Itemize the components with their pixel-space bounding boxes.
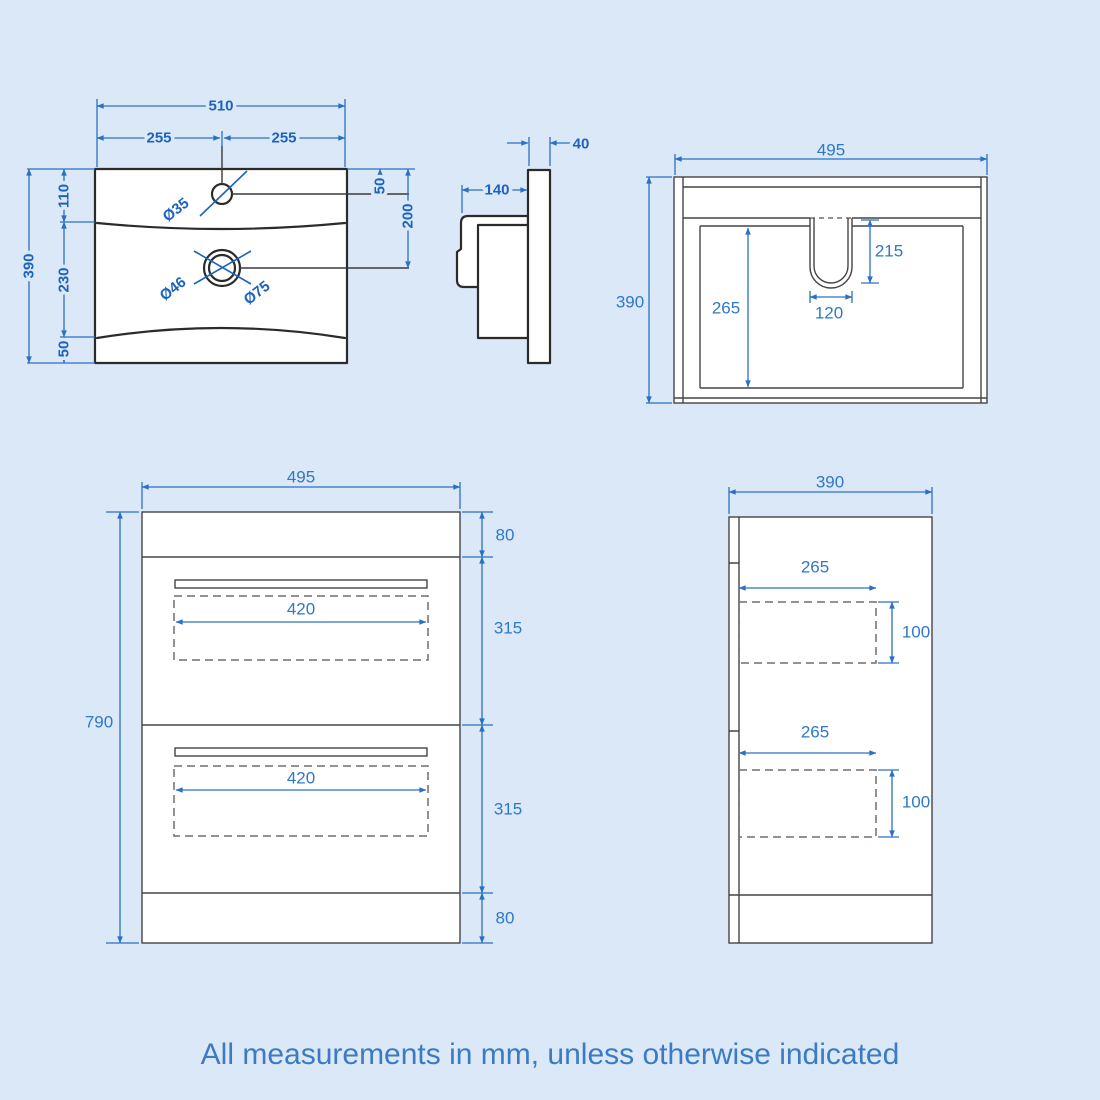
cabinet-side-view [729, 473, 932, 944]
basin-back-panel [528, 170, 550, 363]
dim-label-100-top: 100 [901, 622, 931, 642]
footer-note: All measurements in mm, unless otherwise indicated [200, 1038, 900, 1071]
dim-label-200: 200 [399, 203, 417, 229]
dim-label-790: 790 [84, 712, 114, 732]
dim-label-50-bottom: 50 [55, 340, 73, 358]
dim-label-315-top: 315 [493, 618, 523, 638]
dim-label-420-bottom: 420 [286, 768, 316, 788]
dim-label-255-right: 255 [271, 129, 297, 147]
dim-label-140: 140 [484, 181, 510, 199]
dim-label-390: 390 [815, 472, 845, 492]
dim-label-80-top: 80 [495, 525, 515, 545]
dim-label-120: 120 [814, 303, 844, 323]
dim-label-265-top: 265 [800, 557, 830, 577]
dim-label-495: 495 [816, 140, 846, 160]
dim-label-265-bottom: 265 [800, 722, 830, 742]
dim-label-255-left: 255 [146, 129, 172, 147]
dim-label-100-bottom: 100 [901, 792, 931, 812]
dim-label-40: 40 [572, 135, 590, 153]
basin-side-view [457, 136, 589, 364]
cabinet-front-outline [142, 512, 460, 943]
dim-label-215: 215 [874, 241, 904, 261]
cabinet-plan-view [616, 141, 987, 404]
cabinet-side-outline [729, 517, 932, 943]
drawer-top-handle [175, 580, 427, 588]
dim-label-265: 265 [711, 298, 741, 318]
dim-label-420-top: 420 [286, 599, 316, 619]
dim-label-waste-outer: Ø75 [240, 277, 274, 309]
cabinet-front-view [85, 468, 522, 944]
dim-label-waste-inner: Ø46 [156, 273, 190, 305]
dim-label-495: 495 [286, 467, 316, 487]
dim-label-80-bottom: 80 [495, 908, 515, 928]
dim-label-230: 230 [55, 267, 73, 293]
basin-front-view [21, 98, 417, 364]
dim-label-110: 110 [55, 183, 73, 209]
basin-bowl-profile [457, 216, 528, 338]
dim-label-390: 390 [615, 292, 645, 312]
drawer-bottom-handle [175, 748, 427, 756]
dim-label-315-bottom: 315 [493, 799, 523, 819]
dim-label-510: 510 [208, 97, 234, 115]
dim-label-tap-diameter: Ø35 [159, 194, 193, 226]
dim-label-50-tap: 50 [371, 177, 389, 195]
cabinet-plan-outline [674, 177, 987, 403]
dim-label-390: 390 [20, 253, 38, 279]
